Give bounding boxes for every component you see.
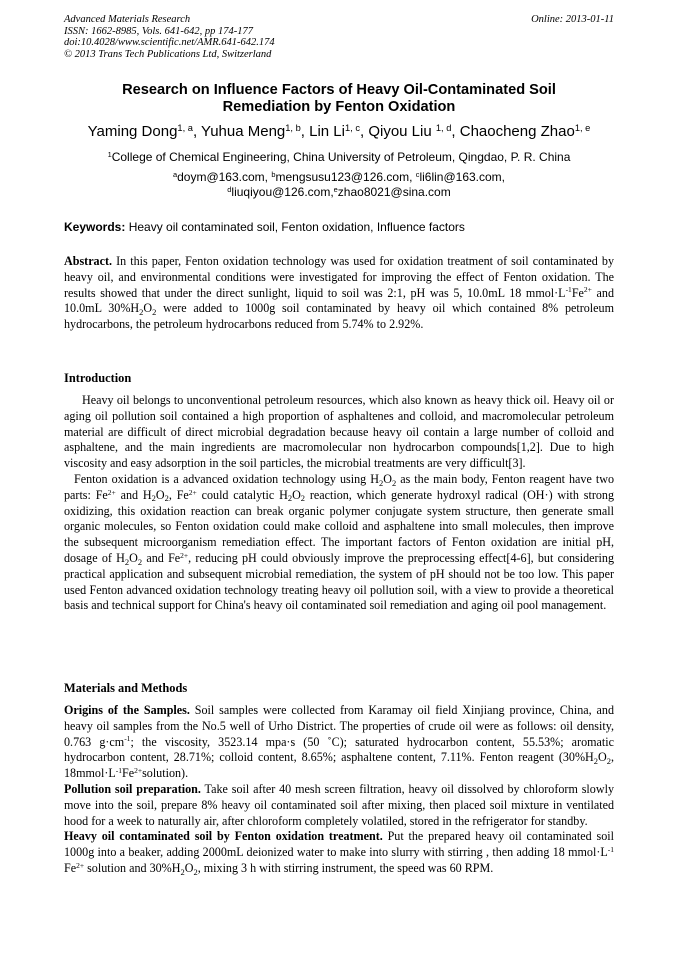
abstract [64, 254, 614, 333]
subscript: 2 [124, 556, 130, 567]
text-run: and Fe [142, 550, 181, 565]
text-run: Soil samples were collected from Karamay oil field Xinjiang province, China, and heavy oil samples from the No.5 well of Urho District. The properties of crude oil were as follows: oil density, 0.763 g·cm [64, 703, 614, 749]
text-run: , 18mmol·L [64, 750, 614, 781]
subscript: 2 [300, 493, 306, 504]
text-run: , reducing pH could obviously improve the preprocessing effect[4-6], but considering practical application and subsequent microbial remediation, the system of pH should not be too low. This paper used Fenton advanced oxidation technology treating heavy oil pollution soil, with a view to provide a theoretical basis and technical support for China's heavy oil contaminated soil remediation and aging oil pool management. [64, 550, 614, 613]
email: liuqiyou@126.com, [231, 185, 334, 199]
author-mark: 1, b [285, 122, 301, 133]
abstract-text: were added to 1000g soil contaminated by heavy oil which contained 8% petroleum hydrocarbons, the petroleum hydrocarbons reduced from 5.74% to 2.92%. [64, 301, 614, 332]
subscript: 2 [378, 477, 384, 488]
author-name: Lin Li [309, 123, 345, 140]
author-mark: 1, a [177, 122, 193, 133]
email-line-1 [40, 170, 638, 185]
pollution-paragraph [64, 782, 614, 829]
abstract-text: Fe [571, 285, 584, 300]
paper-title [64, 82, 614, 116]
subscript: 2 [139, 306, 144, 317]
superscript: 2+ [76, 860, 85, 870]
author-name: Chaocheng Zhao [459, 123, 575, 140]
author-emails [40, 170, 638, 200]
issn-line: ISSN: 1662-8985, Vols. 641-642, pp 174-177 [64, 25, 253, 37]
copyright-line: © 2013 Trans Tech Publications Ltd, Switzerland [64, 48, 272, 60]
text-run: ; the viscosity, 3523.14 mpa·s (50 ˚C); saturated hydrocarbon content, 55.53%; aromatic hydrocarbon content, 28.71%; colloid content, 8.65%; asphaltene content, 7.11%. Fenton reagent (30%H [64, 734, 614, 765]
text-run: O [155, 487, 165, 502]
abstract-label: Abstract. [64, 254, 113, 268]
email-mark: d [227, 184, 232, 194]
title-line-2: Remediation by Fenton Oxidation [222, 99, 456, 115]
subsection-label: Heavy oil contaminated soil by Fenton oxidation treatment. [64, 829, 383, 844]
online-date: Online: 2013-01-11 [531, 14, 614, 25]
superscript: 2+ [134, 766, 143, 776]
text-run: O [129, 550, 138, 565]
abstract-text: and 10.0mL 30%H [64, 285, 614, 316]
subscript: 2 [391, 477, 397, 488]
text-run: Put the prepared heavy oil contaminated soil 1000g into a beaker, adding 2000mL deionized water to make into slurry with stirring , then adding 18 mmol·L [64, 829, 614, 860]
subscript: 2 [137, 556, 143, 567]
affiliation-mark: 1 [107, 149, 112, 159]
text-run: Fenton oxidation is a advanced oxidation technology using H [74, 471, 379, 486]
treatment-paragraph [64, 829, 614, 876]
superscript: 2+ [180, 550, 189, 560]
superscript: 2+ [188, 487, 197, 497]
subsection-label: Pollution soil preparation. [64, 781, 201, 796]
email-mark: e [333, 184, 338, 194]
author-mark: 1, c [344, 122, 360, 133]
email-mark: b [271, 169, 276, 179]
subscript: 2 [287, 493, 293, 504]
author-name: Yaming Dong [87, 123, 178, 140]
email: li6lin@163.com, [419, 170, 506, 184]
abstract-text: O [143, 301, 153, 316]
text-run: solution). [142, 766, 189, 781]
subscript: 2 [164, 493, 169, 504]
author-mark: 1, e [574, 122, 591, 133]
doi-line: doi:10.4028/www.scientific.net/AMR.641-642.174 [64, 37, 275, 48]
superscript: -1 [115, 766, 122, 776]
methods-heading: Materials and Methods [64, 681, 188, 695]
introduction-heading: Introduction [64, 371, 132, 385]
text-run: O [598, 750, 607, 765]
text-run: , Fe [168, 487, 189, 502]
text-run: O [383, 471, 392, 486]
email: zhao8021@sina.com [337, 185, 451, 199]
journal-name: Advanced Materials Research [64, 14, 191, 25]
text-run: Take soil after 40 mesh screen filtration, heavy oil dissolved by chloroform slowly move into the soil, prepare 8% heavy oil contaminated soil after mixing, then placed soil mixture in ventilated hood for a week to naturally air, after chloroform completely volatiled, stored in the refrigerator for standby. [64, 781, 614, 828]
email-mark: c [415, 169, 420, 179]
origins-paragraph [64, 703, 614, 782]
text-run: , mixing 3 h with stirring instrument, the speed was 60 RPM. [197, 860, 494, 875]
keywords [64, 220, 614, 235]
affiliation-text: College of Chemical Engineering, China University of Petroleum, Qingdao, P. R. China [111, 150, 571, 164]
subscript: 2 [593, 755, 598, 766]
email-mark: a [172, 169, 178, 179]
subscript: 2 [151, 493, 156, 504]
keywords-text: Heavy oil contaminated soil, Fenton oxidation, Influence factors [125, 220, 465, 234]
author-name: Qiyou Liu [368, 123, 436, 140]
keywords-label: Keywords: [64, 220, 126, 234]
text-run: O [184, 860, 194, 875]
title-line-1: Research on Influence Factors of Heavy Oil-Contaminated Soil [122, 82, 556, 98]
text-run: solution and 30%H [84, 860, 181, 875]
subsection-label: Origins of the Samples. [64, 703, 190, 717]
author-list: Yaming Dong$^{1, a}$, Yuhua Meng$^{1, b}$, Lin Li$^{1, c}$, Qiyou Liu $^{1, d}$, Chaocheng Zhao$^{1, e}$ [87, 122, 591, 140]
superscript: -1 [124, 734, 131, 744]
superscript: -1 [607, 845, 614, 855]
text-run: and H [115, 487, 152, 502]
intro-paragraph-1: Heavy oil belongs to unconventional petroleum resources, which also known as heavy thick oil. Heavy oil or aging oil pollution soil contained a high proportion of asphaltenes and colloid, and macromolecular petroleum material are difficult of direct microbial degradation because heavy oil contain a large number of colloid and asphaltene, and the main ingredients are macromolecular non hydrocarbon compounds[1,2]. Due to high viscosity and easy adsorption in the soil particles, the microbial treatments are very difficult[3]. [64, 393, 614, 471]
superscript: 2+ [107, 487, 116, 497]
text-run: reaction, which generate hydroxyl radical (OH·) with strong oxidizing, this oxidation reaction can break organic polymer conjugate system structure, then generate small organic molecules, so Fenton oxidation could make colloid and asphaltene into small molecules, then improve the subsequent microorganism remediation effect. The important factors of Fenton oxidation are initial pH, dosage of H [64, 487, 614, 565]
subscript: 2 [193, 866, 198, 877]
journal-meta [64, 14, 275, 60]
email-line-2 [40, 185, 638, 200]
subscript: 2 [606, 755, 611, 766]
superscript: 2+ [583, 285, 592, 295]
text-run: Fe [64, 860, 77, 875]
text-run: Fe [121, 766, 135, 781]
author-mark: 1, d [435, 122, 452, 133]
text-run: could catalytic H [196, 487, 288, 502]
subscript: 2 [152, 306, 157, 317]
text-run: as the main body, Fenton reagent have two parts: Fe [64, 471, 615, 502]
author-name: Yuhua Meng [201, 123, 286, 140]
subscript: 2 [180, 866, 185, 877]
email: mengsusu123@126.com, [275, 170, 416, 184]
intro-paragraph-2 [64, 472, 614, 614]
methods-body [64, 703, 614, 877]
email: doym@163.com, [177, 170, 272, 184]
text-run: O [292, 487, 301, 502]
superscript: -1 [565, 285, 572, 295]
affiliation [40, 150, 638, 164]
introduction-body [64, 393, 614, 614]
abstract-text: In this paper, Fenton oxidation technology was used for oxidation treatment of soil contaminated by heavy oil, and environmental conditions were investigated for improving the effect of Fenton oxidation. The results showed that under the direct sunlight, liquid to soil was 2:1, pH was 5, 10.0mL 18 mmol·L [64, 254, 614, 300]
